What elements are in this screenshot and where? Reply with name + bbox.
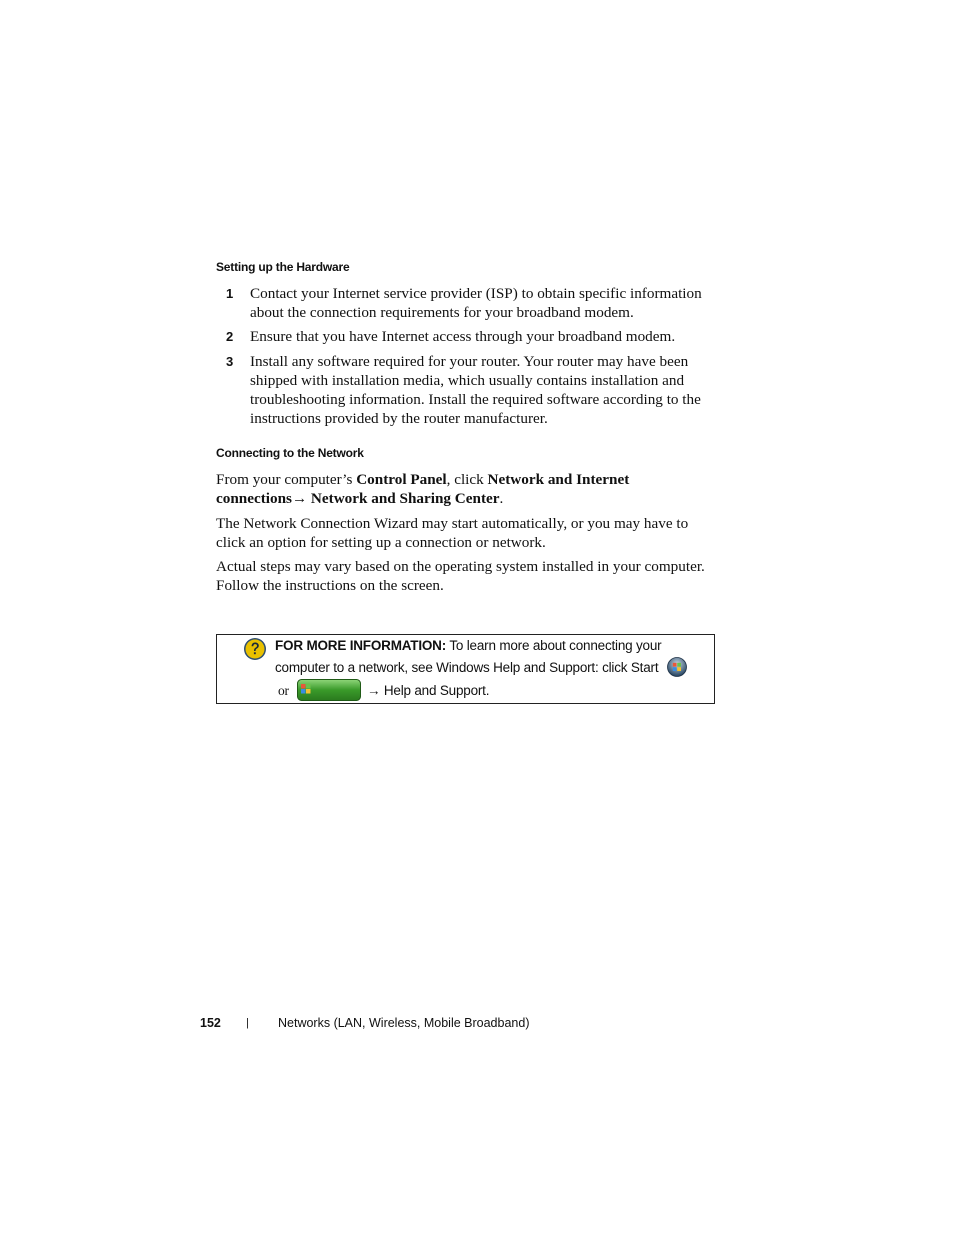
control-panel-label: Control Panel — [356, 471, 447, 488]
step-2 — [216, 327, 716, 346]
note-label: FOR MORE INFORMATION: — [275, 638, 447, 653]
section-heading-hardware: Setting up the Hardware — [216, 260, 350, 274]
note-body: To learn more about connecting your computer to a network, see Windows Help and Support: click — [275, 638, 662, 675]
text: , click — [446, 471, 488, 488]
step-3 — [216, 352, 716, 428]
page-number: 152 — [200, 1016, 221, 1030]
help-question-icon — [243, 637, 267, 661]
text: . — [499, 490, 504, 507]
or-text: or — [278, 683, 289, 698]
text: From your computer’s — [216, 471, 357, 488]
chapter-title: Networks (LAN, Wireless, Mobile Broadband) — [278, 1016, 530, 1030]
start-label: Start — [630, 660, 659, 675]
step-number: 3 — [226, 354, 234, 369]
step-text: Contact your Internet service provider (ISP) to obtain specific information about the connection requirements for your broadband modem. — [250, 285, 702, 321]
section-heading-network: Connecting to the Network — [216, 446, 364, 460]
sharing-center-label: Network and Sharing Center — [310, 490, 500, 507]
network-internet-label: Network and Internet connections — [216, 471, 630, 507]
step-text: Ensure that you have Internet access through your broadband modem. — [250, 328, 676, 345]
step-text: Install any software required for your router. Your router may have been shipped with installation media, which usually contains installation and troubleshooting information. Install the required software according to the instructions provided by the router manufacturer. — [250, 353, 701, 427]
help-support-label: Help and Support — [383, 683, 486, 698]
instructions-paragraph — [216, 470, 716, 508]
step-1 — [216, 284, 716, 322]
windows-vista-start-orb-icon — [666, 657, 688, 677]
note-text — [275, 635, 695, 702]
steps-vary-paragraph: Actual steps may vary based on the operating system installed in your computer. Follow the instructions on the screen. — [216, 558, 705, 594]
more-info-note — [216, 634, 715, 704]
arrow: → — [366, 683, 381, 698]
text: . — [485, 683, 490, 698]
step-number: 2 — [226, 329, 234, 344]
wizard-paragraph: The Network Connection Wizard may start automatically, or you may have to click an option for setting up a connection or network. — [216, 515, 689, 551]
step-number: 1 — [226, 286, 234, 301]
footer-separator: | — [246, 1017, 249, 1029]
arrow: → — [291, 490, 311, 507]
windows-xp-start-button-icon — [297, 679, 361, 701]
